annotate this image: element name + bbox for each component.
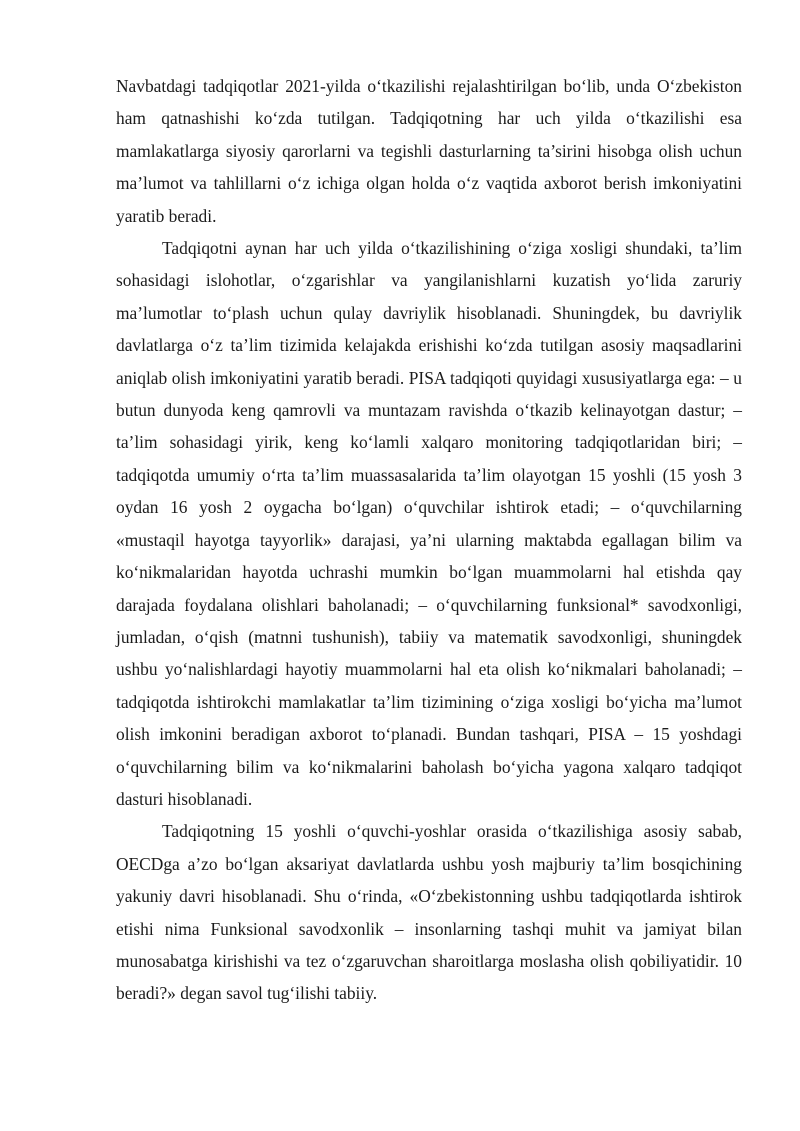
paragraph-3: Tadqiqotning 15 yoshli o‘quvchi-yoshlar orasida o‘tkazilishiga asosiy sabab, OECDga a’zo bo‘lgan aksariyat davlatlarda ushbu yosh majburiy ta’lim bosqichining yakuniy davri hisoblanadi. Shu o‘rinda, «O‘zbekistonning ushbu tadqiqotlarda ishtirok etishi nima Funksional savodxonlik – insonlarning tashqi muhit va jamiyat bilan munosabatga kirishishi va tez o‘zgaruvchan sharoitlarga moslasha olish qobiliyatidir. 10 beradi?» degan savol tug‘ilishi tabiiy. bbox=[116, 821, 742, 1004]
document-page bbox=[116, 70, 742, 1010]
paragraph-2: Tadqiqotni aynan har uch yilda o‘tkazilishining o‘ziga xosligi shundaki, ta’lim sohasidagi islohotlar, o‘zgarishlar va yangilanishlarni kuzatish yo‘lida zaruriy ma’lumotlar to‘plash uchun qulay davriylik hisoblanadi. Shuningdek, bu davriylik davlatlarga o‘z ta’lim tizimida kelajakda erishishi ko‘zda tutilgan asosiy maqsadlarini aniqlab olish imkoniyatini yaratib beradi. PISA tadqiqoti quyidagi xususiyatlarga ega: – u butun dunyoda keng qamrovli va muntazam ravishda o‘tkazib kelinayotgan dastur; – ta’lim sohasidagi yirik, keng ko‘lamli xalqaro monitoring tadqiqotlaridan biri; – tadqiqotda umumiy o‘rta ta’lim muassasalarida ta’lim olayotgan 15 yoshli (15 yosh 3 oydan 16 yosh 2 oygacha bo‘lgan) o‘quvchilar ishtirok etadi; – o‘quvchilarning «mustaqil hayotga tayyorlik» darajasi, ya’ni ularning maktabda egallagan bilim va ko‘nikmalaridan hayotda uchrashi mumkin bo‘lgan muammolarni hal etishda qay darajada foydalana olishlari baholanadi; – o‘quvchilarning funksional* savodxonligi, jumladan, o‘qish (matnni tushunish), tabiiy va matematik savodxonligi, shuningdek ushbu yo‘nalishlardagi hayotiy muammolarni hal eta olish ko‘nikmalari baholanadi; – tadqiqotda ishtirokchi mamlakatlar ta’lim tizimining o‘ziga xosligi bo‘yicha ma’lumot olish imkonini beradigan axborot to‘planadi. Bundan tashqari, PISA – 15 yoshdagi o‘quvchilarning bilim va ko‘nikmalarini baholash bo‘yicha yagona xalqaro tadqiqot dasturi hisoblanadi. bbox=[116, 238, 742, 809]
paragraph-1: Navbatdagi tadqiqotlar 2021-yilda o‘tkazilishi rejalashtirilgan bo‘lib, unda O‘zbekiston ham qatnashishi ko‘zda tutilgan. Tadqiqotning har uch yilda o‘tkazilishi esa mamlakatlarga siyosiy qarorlarni va tegishli dasturlarning ta’sirini hisobga olish uchun ma’lumot va tahlillarni o‘z ichiga olgan holda o‘z vaqtida axborot berish imkoniyatini yaratib beradi. bbox=[116, 76, 742, 226]
